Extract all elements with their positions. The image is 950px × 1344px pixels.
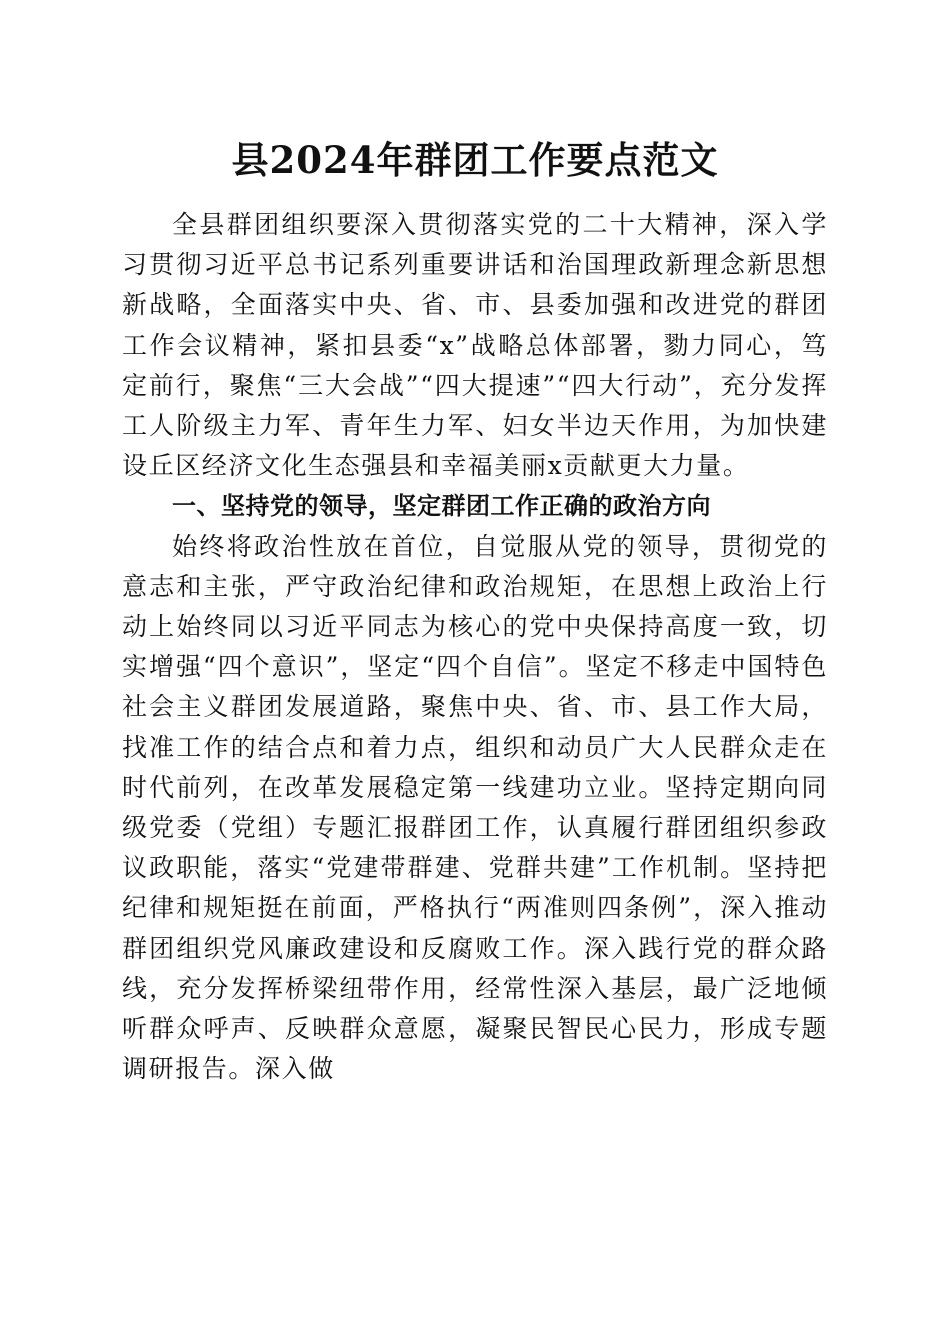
document-body <box>122 205 828 1089</box>
intro-paragraph: 全县群团组织要深入贯彻落实党的二十大精神，深入学习贯彻习近平总书记系列重要讲话和治国理政新理念新思想新战略，全面落实中央、省、市、县委加强和改进党的群团工作会议精神，紧扣县委“x”战略总体部署，勠力同心，笃定前行，聚焦“三大会战”“四大提速”“四大行动”，充分发挥工人阶级主力军、青年生力军、妇女半边天作用，为加快建设丘区经济文化生态强县和幸福美丽x贡献更大力量。 <box>122 210 828 481</box>
section-paragraph-1: 始终将政治性放在首位，自觉服从党的领导，贯彻党的意志和主张，严守政治纪律和政治规矩，在思想上政治上行动上始终同以习近平同志为核心的党中央保持高度一致，切实增强“四个意识”，坚定“四个自信”。坚定不移走中国特色社会主义群团发展道路，聚焦中央、省、市、县工作大局，找准工作的结合点和着力点，组织和动员广大人民群众走在时代前列，在改革发展稳定第一线建功立业。坚持定期向同级党委（党组）专题汇报群团工作，认真履行群团组织参政议政职能，落实“党建带群建、党群共建”工作机制。坚持把纪律和规矩挺在前面，严格执行“两准则四条例”，深入推动群团组织党风廉政建设和反腐败工作。深入践行党的群众路线，充分发挥桥梁纽带作用，经常性深入基层，最广泛地倾听群众呼声、反映群众意愿，凝聚民智民心民力，形成专题调研报告。深入做 <box>122 531 828 1084</box>
section-heading-1: 一、坚持党的领导，坚定群团工作正确的政治方向 <box>172 492 711 521</box>
document-title: 县2024年群团工作要点范文 <box>231 138 719 182</box>
